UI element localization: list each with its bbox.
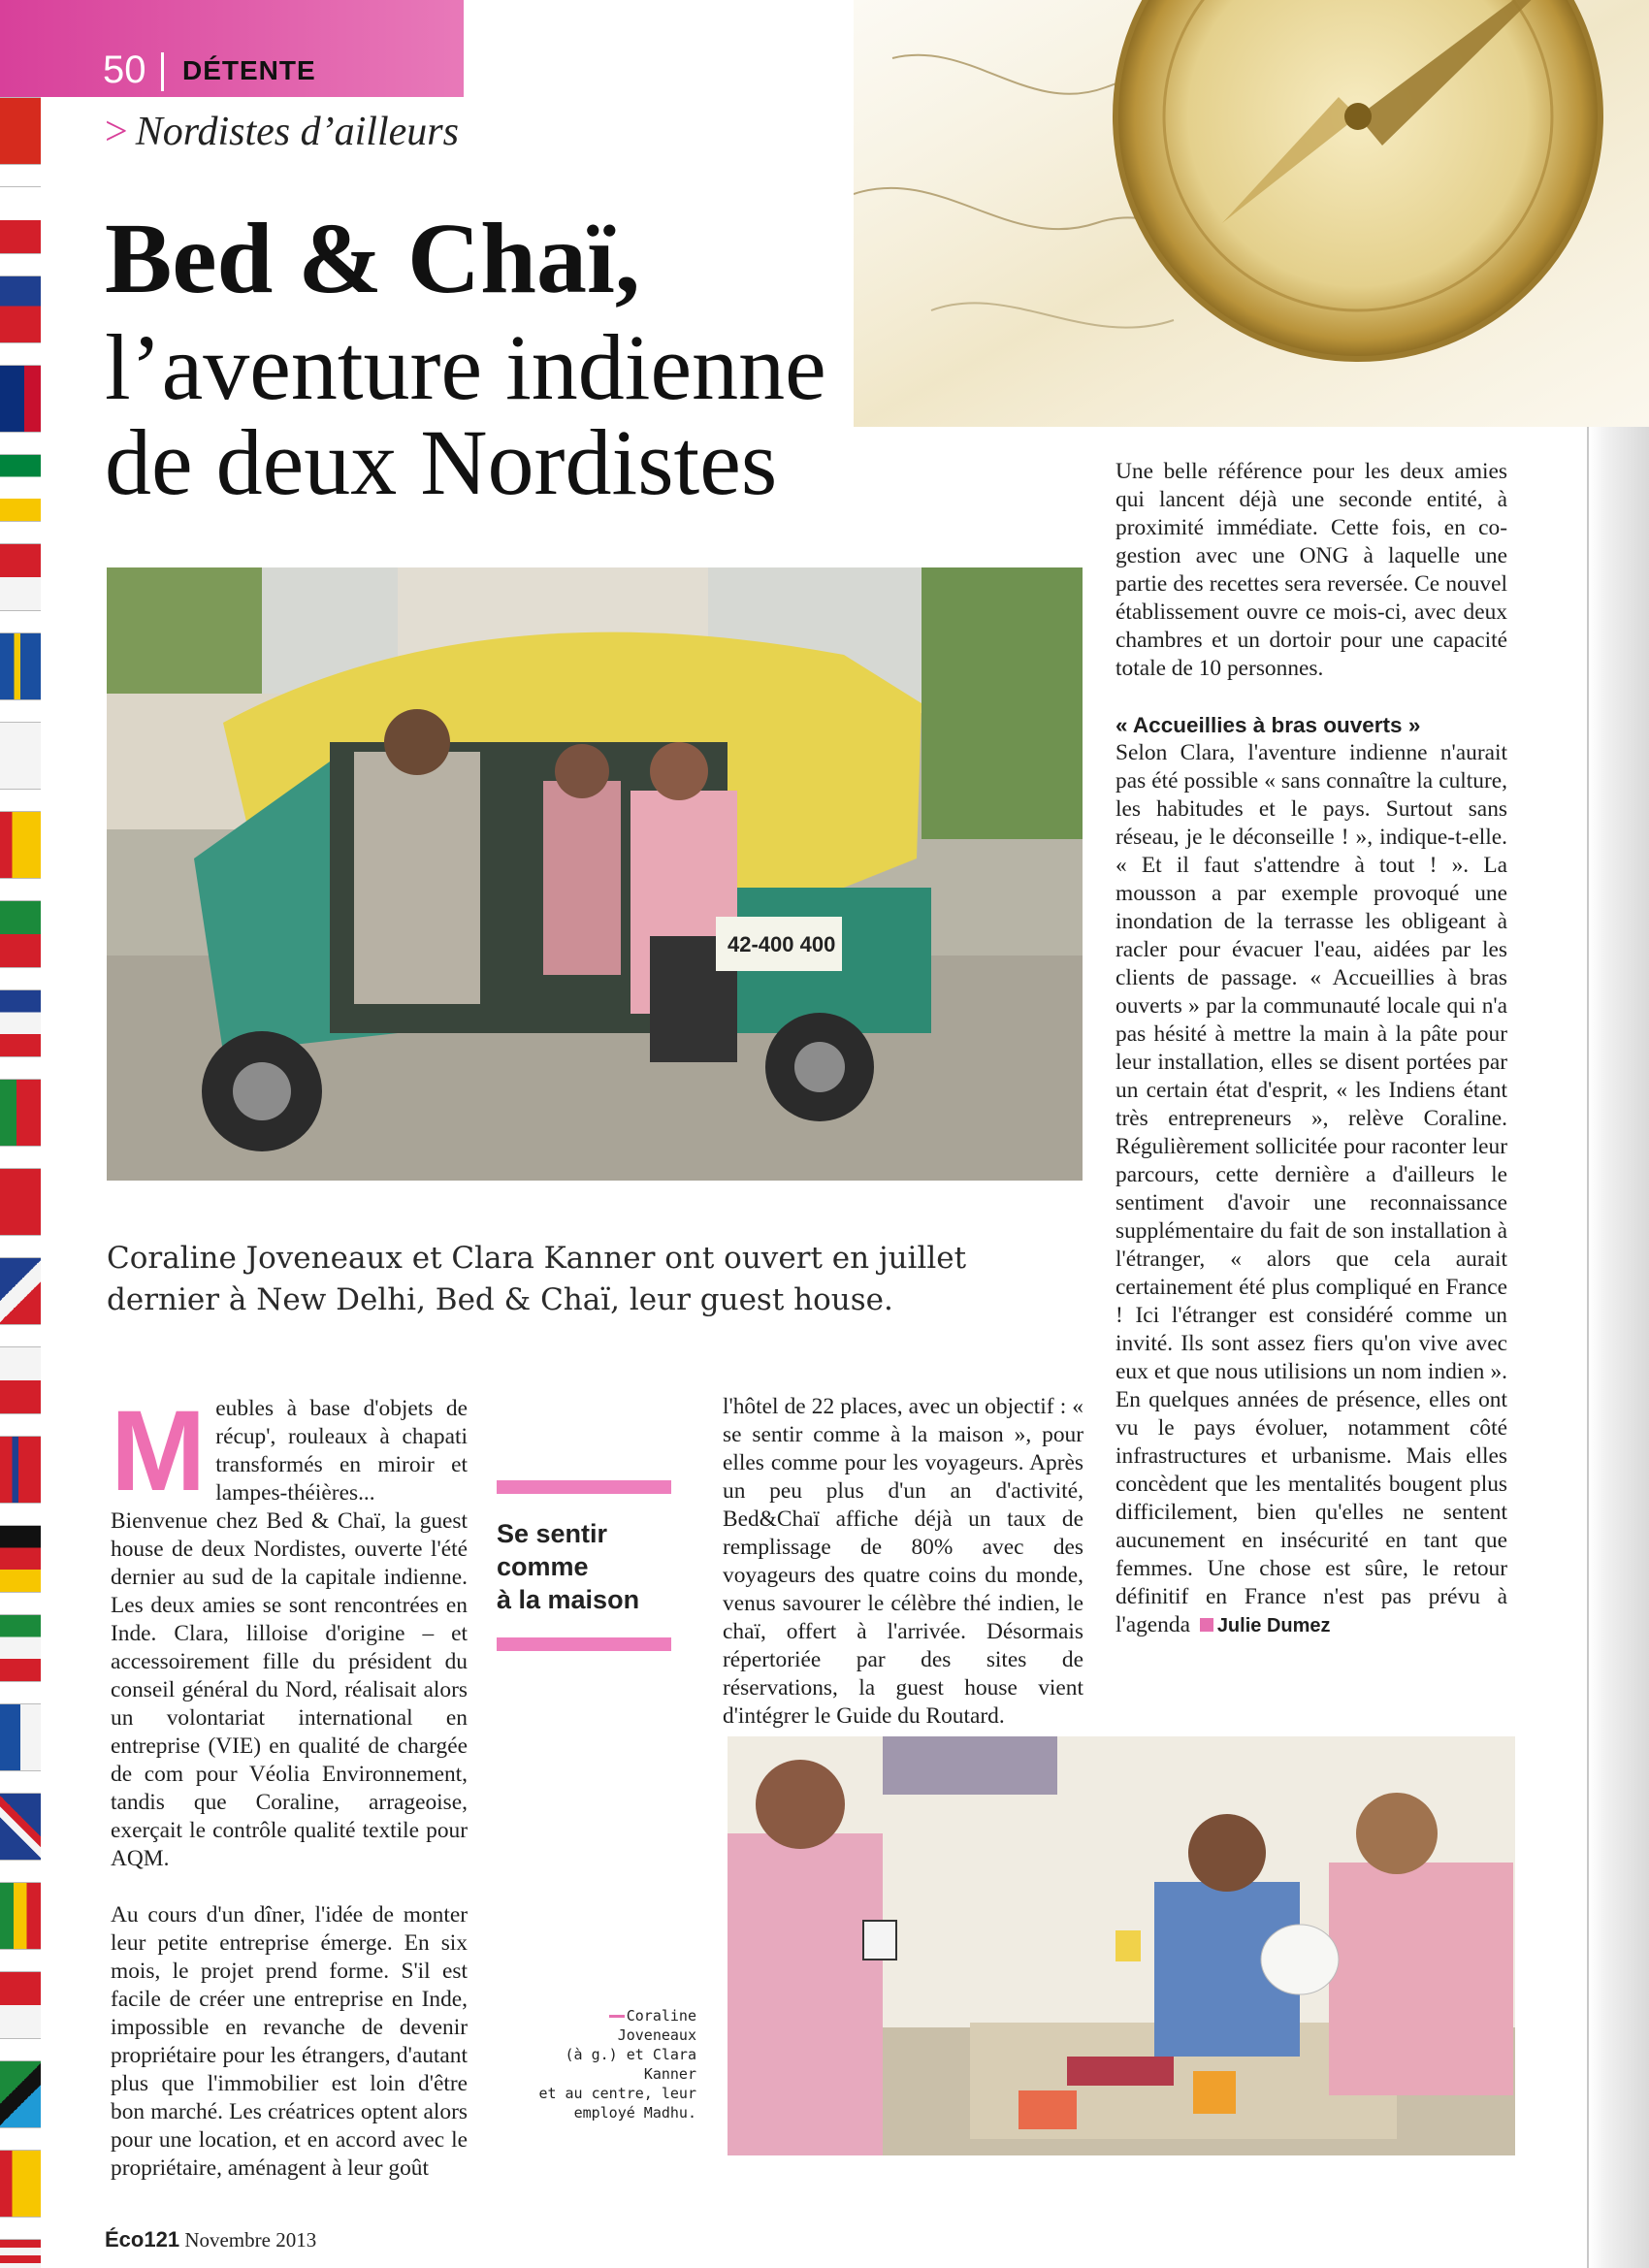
flag [0, 989, 41, 1057]
tea-photo [728, 1736, 1515, 2155]
article-column-left [111, 1387, 468, 2211]
kicker-arrow: > [105, 110, 128, 154]
caption-line: employé Madhu. [573, 2104, 696, 2122]
headline-line: l’aventure indienne [105, 315, 826, 419]
pull-quote-line: Se sentir [497, 1519, 608, 1548]
flag [0, 1614, 41, 1682]
flag [0, 1793, 41, 1861]
flag [0, 1168, 41, 1236]
paragraph-text: eubles à base d'objets de récup', rouleaux à chapati transformés en miroir et lampes-théières... Bienvenue chez Bed & Chaï, la guest house de deux Nordistes, ouverte l'été dernier au sud de la capitale indienne. Les deux amies se sont rencontrées en Inde. Clara, lilloise d'origine – et accessoirement fille du président du conseil général du Nord, réalisait alors un volontariat international en entreprise (VIE) en qualité de chargée de com pour Véolia Environnement, tandis que Coraline, arrageoise, exerçait le contrôle qualité textile pour AQM. [111, 1396, 468, 1871]
photo-caption [532, 2006, 696, 2122]
flag [0, 186, 41, 254]
page-footer [105, 2227, 316, 2252]
flag [0, 454, 41, 522]
section-name: DÉTENTE [182, 55, 316, 85]
pull-quote [497, 1480, 671, 1651]
paragraph: Une belle référence pour les deux amies qui lancent déjà une seconde entité, à proximité immédiate. Cette fois, en co-gestion avec une ONG à laquelle une partie des recettes sera reversée. Ce nouvel établissement ouvre ce mois-ci, avec deux chambres et un dortoir pour une capacité totale de 10 personnes. [1116, 459, 1507, 681]
flag [0, 1436, 41, 1504]
header-separator [161, 52, 164, 91]
caption-marker [609, 2015, 625, 2018]
paragraph [1116, 739, 1507, 1640]
kicker-text: Nordistes d’ailleurs [135, 110, 459, 154]
flag [0, 900, 41, 968]
flag [0, 722, 41, 790]
flag [0, 1079, 41, 1147]
paragraph: Au cours d'un dîner, l'idée de monter leur petite entreprise émerge. En six mois, le projet prend forme. S'il est facile de créer une entreprise en Inde, impossible en revanche de devenir propriétaire pour les étrangers, d'autant plus que l'immobilier est loin d'être bon marché. Les créatrices optent alors pour une location, et en accord avec le propriétaire, aménagent à leur goût [111, 1902, 468, 2181]
map-compass-illustration [854, 0, 1649, 427]
caption-line: et au centre, leur [538, 2085, 696, 2102]
drop-cap: M [111, 1387, 207, 1515]
caption-text: Coraline Joveneaux [617, 2007, 696, 2044]
pull-quote-bar [497, 1637, 671, 1651]
kicker [105, 109, 459, 155]
author-marker [1200, 1618, 1213, 1632]
page-number: 50 [103, 49, 146, 91]
flag [0, 632, 41, 700]
issue-date: Novembre 2013 [184, 2228, 317, 2252]
pull-quote-line: comme [497, 1552, 589, 1581]
author-name: Julie Dumez [1216, 1615, 1331, 1636]
flag [0, 1703, 41, 1771]
flag-strip [0, 97, 41, 2268]
paragraph: l'hôtel de 22 places, avec un objectif : « se sentir comme à la maison », pour elles comme pour les voyageurs. Après un peu plus d'un an d'activité, Bed&Chaï affiche déjà un taux de remplissage de 80% avec des voyageurs des quatre coins du monde, venus savourer le célèbre thé indien, le chaï, offert à l'arrivée. Désormais répertoriée par des sites de réservations, la guest house vient d'intégrer le Guide du Routard. [723, 1394, 1083, 1729]
paragraph [111, 1387, 468, 1873]
flag [0, 1525, 41, 1593]
article-column-middle [723, 1393, 1083, 1759]
pull-quote-text [497, 1494, 671, 1637]
magazine-name: Éco121 [105, 2227, 180, 2252]
flag [0, 97, 41, 165]
flag [0, 1971, 41, 2039]
article-column-right [1116, 458, 1507, 1669]
flag [0, 1257, 41, 1325]
flag [0, 811, 41, 879]
caption-line [532, 2006, 696, 2045]
plate-number: 42-400 400 [728, 932, 836, 956]
flag [0, 365, 41, 433]
rickshaw-photo [107, 567, 1083, 1181]
flag [0, 1882, 41, 1950]
subheading: « Accueillies à bras ouverts » [1116, 713, 1421, 737]
headline-subtitle [105, 315, 826, 514]
intro-lede: Coraline Joveneaux et Clara Kanner ont ouvert en juillet dernier à New Delhi, Bed & Chaï, leur guest house. [107, 1241, 967, 1318]
headline-line: de deux Nordistes [105, 409, 778, 514]
page-edge-line [1587, 427, 1589, 2268]
pull-quote-bar [497, 1480, 671, 1494]
flag [0, 275, 41, 343]
pull-quote-line: à la maison [497, 1585, 640, 1614]
flag [0, 543, 41, 611]
flag [0, 2239, 41, 2268]
headline: Bed & Chaï, [105, 203, 640, 314]
caption-line: (à g.) et Clara Kanner [565, 2046, 696, 2083]
flag [0, 1346, 41, 1414]
paragraph-text: Selon Clara, l'aventure indienne n'aurait pas été possible « sans connaître la culture, les habitudes et le pays. Surtout sans réseau, je le déconseille ! », indique-t-elle. « Et il faut s'attendre à tout ! ». La mousson a par exemple provoqué une inondation de la terrasse les obligeant à racler pour évacuer l'eau, aidées par les clients de passage. « Accueillies à bras ouverts » par la communauté locale qui n'a pas hésité à mettre la main à la pâte pour leur installation, elles se disent portées par un certain état d'esprit, « les Indiens étant très entrepreneurs », relève Coraline. Régulièrement sollicitée pour raconter leur parcours, cette dernière a d'ailleurs le sentiment d'avoir une reconnaissance supplémentaire du fait de son installation à l'étranger, « alors que cela aurait certainement été plus compliqué en France ! Ici l'étranger est considéré comme un invité. Ils sont assez fiers qu'on vive avec eux et que nous utilisions un nom indien ». En quelques années de présence, elles ont vu le pays évoluer, notamment côté infrastructures et urbanisme. Mais elles concèdent que les mentalités bougent plus difficilement, bien qu'elles ne sentent aucunement en insécurité en tant que femmes. Une chose est sûre, le retour définitif en France n'est pas prévu à l'agenda [1116, 740, 1507, 1637]
page-edge [1589, 427, 1649, 2268]
flag [0, 2060, 41, 2128]
flag [0, 2150, 41, 2218]
